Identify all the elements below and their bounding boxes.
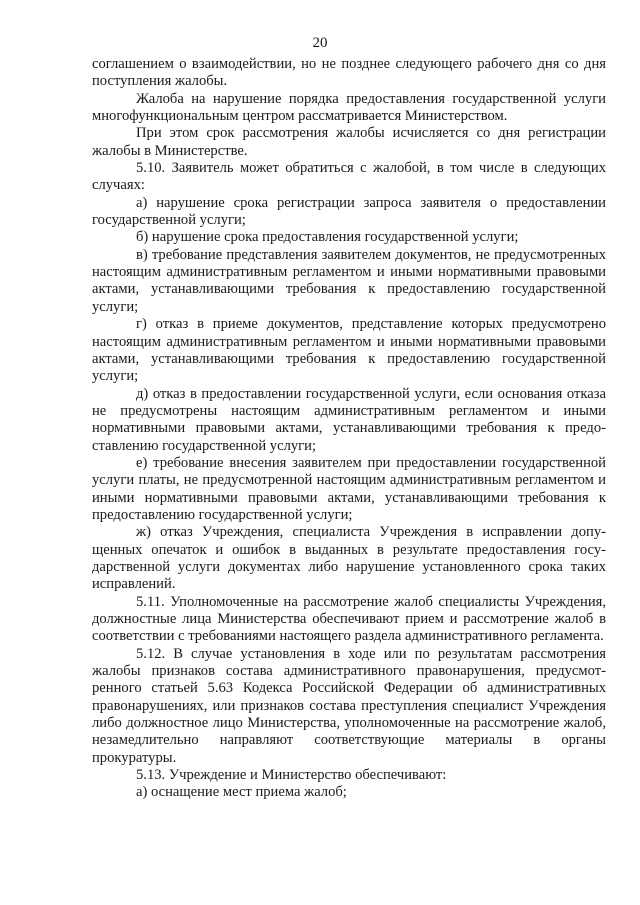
paragraph-5-13: 5.13. Учреждение и Министерство обеспечивают: [136, 767, 447, 784]
list-item-d: д) отказ в предоставлении государственной услуги, если основания отказа не предусмотрены настоящим административным регламентом и иными нормативными правовыми актами, устанавливающими требования к предоставлению государственной услуги; [92, 385, 606, 454]
list-item-5-13-a: а) оснащение мест приема жалоб; [136, 784, 347, 801]
list-item-v: в) требование представления заявителем документов, не предусмотренных настоящим административным регламентом и иными нормативными правовыми актами, устанавливающими требования к предоставлению государственной услуги; [92, 246, 606, 315]
document-body [92, 56, 606, 802]
list-item-g: г) отказ в приеме документов, представление которых предусмотрено настоящим административным регламентом и иными нормативными правовыми актами, устанавливающими требования к предоставлению государственной услуги; [92, 316, 606, 385]
paragraph-mfc-complaint: Жалоба на нарушение порядка предоставления государственной услуги многофункциональным центром рассматривается Министерством. [92, 90, 606, 125]
list-item-e: е) требование внесения заявителем при предоставлении государственной услуги платы, не предусмотренной настоящим административным регламентом и иными нормативными правовыми актами, устанавливающими требования к предоставлению государственной услуги; [92, 454, 606, 523]
paragraph-5-10: 5.10. Заявитель может обратиться с жалобой, в том числе в следующих случаях: [92, 160, 606, 194]
paragraph-review-term: При этом срок рассмотрения жалобы исчисляется со дня регистрации жалобы в Министерстве. [92, 125, 606, 159]
list-item-b: б) нарушение срока предоставления государственной услуги; [136, 229, 519, 246]
paragraph-5-12: 5.12. В случае установления в ходе или по результатам рассмотрения жалобы признаков состава административного правонарушения, предусмотренного статьей 5.63 Кодекса Российской Федерации об административных правонарушениях, или признаков состава преступления специалист Учреждения либо должностное лицо Министерства, уполномоченные на рассмотрение жалоб, незамедлительно направляют соответствующие материалы в органы прокуратуры. [92, 645, 606, 766]
list-item-a: а) нарушение срока регистрации запроса заявителя о предоставлении государственной услуги; [92, 194, 606, 229]
paragraph-5-11: 5.11. Уполномоченные на рассмотрение жалоб специалисты Учреждения, должностные лица Министерства обеспечивают прием и рассмотрение жалоб в соответствии с требованиями настоящего раздела административного регламента. [92, 593, 606, 645]
paragraph-continuation: соглашением о взаимодействии, но не позднее следующего рабочего дня со дня поступления жалобы. [92, 56, 606, 90]
page-number: 20 [312, 35, 328, 51]
list-item-zh: ж) отказ Учреждения, специалиста Учреждения в исправлении допущенных опечаток и ошибок в выданных в результате предоставления государственной услуги документах либо нарушение установленного срока таких исправлений. [92, 524, 606, 593]
